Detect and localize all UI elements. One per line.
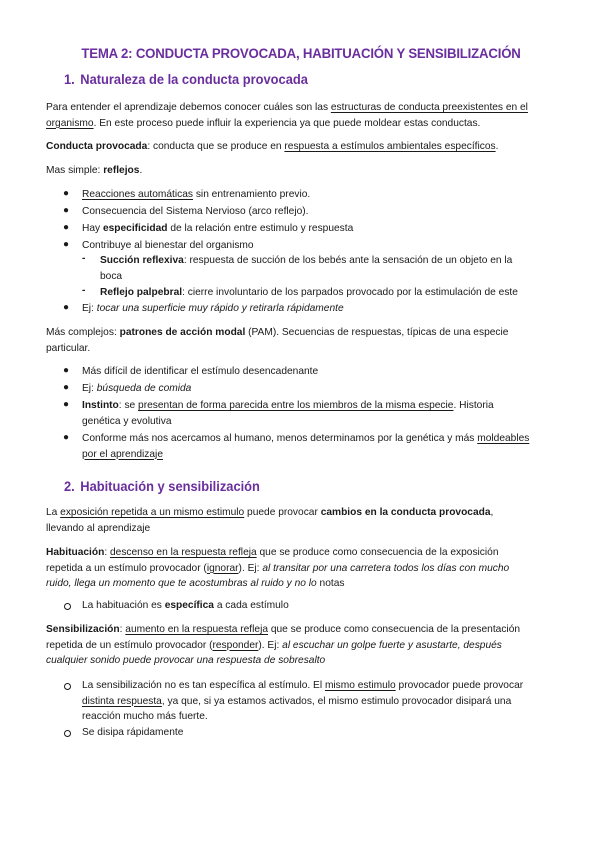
s1-text-2: boca bbox=[100, 270, 123, 282]
si1-d: reacción mucho más fuerte. bbox=[82, 711, 208, 722]
simple-text: Mas simple: bbox=[46, 165, 104, 176]
sen-d: ). Ej: bbox=[258, 639, 283, 651]
hab-label: Habituación bbox=[46, 547, 105, 558]
si1-a: La sensibilización no es tan específica al estímulo. El bbox=[82, 680, 325, 691]
s1-label: Succión reflexiva bbox=[100, 255, 184, 266]
bullet-dot: ● bbox=[63, 222, 70, 233]
hab-item-c: a cada estímulo bbox=[213, 600, 289, 611]
sen-c: repetida de un estímulo provocador ( bbox=[46, 639, 213, 651]
hab-b: que se produce como consecuencia de la exposición bbox=[256, 547, 499, 558]
s2-intro-underline: exposición repetida a un mismo estimulo bbox=[60, 507, 245, 518]
sub-item-palpebral bbox=[100, 285, 570, 301]
cp-text-b: . bbox=[495, 141, 499, 152]
s2-intro-d: , bbox=[490, 507, 494, 518]
bullet-dot: ● bbox=[63, 205, 70, 216]
r5-italic: tocar una superficie muy rápido y retirarla rápidamente bbox=[96, 303, 344, 314]
p3-text-b: : se bbox=[118, 400, 139, 411]
habituacion-definition bbox=[46, 545, 558, 592]
s2-intro-b: puede provocar bbox=[244, 507, 321, 518]
sen-italic-2: cualquier sonido puede provocar una respuesta de sobresalto bbox=[46, 655, 326, 666]
list-item-reflejo-1 bbox=[82, 187, 552, 203]
r3-text-c: de la relación entre estimulo y respuesta bbox=[167, 223, 354, 234]
bullet-circle bbox=[64, 730, 71, 737]
p3-underline: presentan de forma parecida entre los miembros de la misma especie bbox=[138, 400, 454, 411]
hab-a: : bbox=[104, 547, 110, 558]
r1-text: sin entrenamiento previo. bbox=[193, 189, 311, 200]
r3-bold: especificidad bbox=[102, 223, 168, 234]
list-item-reflejo-2 bbox=[82, 204, 552, 220]
s2-intro-bold: cambios en la conducta provocada bbox=[320, 507, 491, 518]
r5-text-a: Ej: bbox=[82, 303, 97, 314]
s1-intro-underline-2: organismo bbox=[46, 117, 94, 129]
r4-text: Contribuye al bienestar del organismo bbox=[82, 240, 254, 251]
list-item-reflejo-4 bbox=[82, 238, 552, 254]
sen-a: : bbox=[119, 624, 126, 635]
list-item-reflejo-3 bbox=[82, 221, 552, 237]
complejos-paragraph bbox=[46, 325, 558, 356]
hab-item-a: La habituación es bbox=[82, 600, 165, 611]
r2-text: Consecuencia del Sistema Nervioso (arco reflejo). bbox=[82, 206, 309, 217]
simple-reflejos-line bbox=[46, 163, 558, 179]
section-2-title: Habituación y sensibilización bbox=[80, 478, 260, 494]
cp-text-a: : conducta que se produce en bbox=[147, 141, 285, 152]
bullet-circle bbox=[64, 603, 71, 610]
simple-period: . bbox=[139, 165, 143, 176]
s1-text: : respuesta de succión de los bebés ante la sensación de un objeto en la bbox=[183, 255, 513, 266]
bullet-dot: ● bbox=[63, 432, 70, 443]
page-title: TEMA 2: CONDUCTA PROVOCADA, HABITUACIÓN Y SENSIBILIZACIÓN bbox=[81, 46, 521, 62]
sub-item-succion bbox=[100, 253, 560, 284]
bullet-dot: ● bbox=[63, 188, 70, 199]
hab-italic-1: al transitar por una carretera todos los días con mucho bbox=[262, 562, 510, 574]
list-item-pam-1 bbox=[82, 364, 552, 380]
r3-text-a: Hay bbox=[82, 223, 103, 234]
complex-text-d: particular. bbox=[46, 342, 91, 354]
s1-intro-paragraph bbox=[46, 100, 558, 131]
hab-underline: descenso en la respuesta refleja bbox=[109, 547, 257, 558]
sen-label: Sensibilización bbox=[46, 624, 120, 635]
cp-label: Conducta provocada bbox=[46, 141, 148, 152]
si1-c: , ya que, si ya estamos activados, el mismo estimulo provocador disipará una bbox=[161, 695, 512, 707]
section-2-number: 2. bbox=[64, 478, 75, 494]
hab-e: notas bbox=[316, 578, 345, 589]
section-1-title: Naturaleza de la conducta provocada bbox=[80, 71, 308, 87]
s2-label: Reflejo palpebral bbox=[100, 287, 183, 298]
si1-b: provocador puede provocar bbox=[395, 680, 524, 691]
r1-underline: Reacciones automáticas bbox=[82, 189, 193, 200]
si1-underline-2: distinta respuesta bbox=[82, 695, 162, 707]
list-item-pam-3 bbox=[82, 398, 552, 429]
p3-bold: Instinto bbox=[82, 400, 119, 411]
list-item-pam-4 bbox=[82, 431, 562, 462]
s2-intro-a: La bbox=[46, 507, 61, 518]
list-item-pam-2 bbox=[82, 381, 552, 397]
section-1-heading bbox=[64, 71, 308, 87]
sen-underline: aumento en la respuesta refleja bbox=[125, 624, 268, 635]
sen-italic-1: al escuchar un golpe fuerte y asustarte, después bbox=[282, 639, 502, 651]
sen-underline-2: responder bbox=[212, 639, 259, 651]
hab-underline-2: ignorar bbox=[206, 562, 239, 574]
si2-text: Se disipa rápidamente bbox=[82, 727, 184, 738]
bullet-dot: ● bbox=[63, 239, 70, 250]
p2-italic: búsqueda de comida bbox=[96, 383, 192, 394]
hab-italic-2: ruido, llega un momento que te acostumbras al ruido y no lo bbox=[46, 578, 317, 589]
hab-c: repetida a un estímulo provocador ( bbox=[46, 562, 207, 574]
p4-underline-1: moldeables bbox=[477, 433, 530, 444]
s1-intro-text-b: . En este proceso puede influir la experiencia ya que puede moldear estas conductas. bbox=[93, 117, 481, 129]
section-2-heading bbox=[64, 478, 260, 494]
bullet-dot: ● bbox=[63, 382, 70, 393]
p4-underline-2: por el aprendizaje bbox=[82, 448, 163, 460]
sub-bullet-dash: - bbox=[82, 285, 86, 296]
p1-text: Más difícil de identificar el estímulo desencadenante bbox=[82, 366, 319, 377]
bullet-dot: ● bbox=[63, 365, 70, 376]
p4-text-a: Conforme más nos acercamos al humano, menos determinamos por la genética y más bbox=[82, 433, 478, 444]
bullet-dot: ● bbox=[63, 302, 70, 313]
s2-intro-paragraph bbox=[46, 505, 558, 536]
list-item-sen-1 bbox=[82, 678, 552, 725]
p3-text-d: genética y evolutiva bbox=[82, 415, 172, 427]
sensibilizacion-definition bbox=[46, 622, 558, 669]
sen-b: que se produce como consecuencia de la presentación bbox=[268, 624, 521, 635]
s2-text: : cierre involuntario de los parpados provocado por la estimulación de este bbox=[182, 287, 518, 298]
bullet-circle bbox=[64, 683, 71, 690]
section-1-number: 1. bbox=[64, 71, 75, 87]
complex-bold: patrones de acción modal bbox=[119, 327, 246, 338]
s1-intro-underline-1: estructuras de conducta preexistentes en el bbox=[330, 102, 528, 113]
cp-underline: respuesta a estímulos ambientales específicos bbox=[284, 141, 496, 152]
list-item-hab-1 bbox=[82, 598, 552, 614]
sub-bullet-dash: - bbox=[82, 253, 86, 264]
s1-intro-text-a: Para entender el aprendizaje debemos conocer cuáles son las bbox=[46, 102, 331, 113]
list-item-sen-2 bbox=[82, 725, 552, 741]
bullet-dot: ● bbox=[63, 399, 70, 410]
p3-text-c: . Historia bbox=[453, 400, 494, 411]
complex-text-c: (PAM). Secuencias de respuestas, típicas de una especie bbox=[245, 327, 509, 338]
p2-text-a: Ej: bbox=[82, 383, 97, 394]
list-item-reflejo-5 bbox=[82, 301, 552, 317]
hab-item-bold: específica bbox=[164, 600, 214, 611]
complex-text-a: Más complejos: bbox=[46, 327, 120, 338]
hab-d: ). Ej: bbox=[238, 562, 263, 574]
si1-underline: mismo estimulo bbox=[324, 680, 396, 691]
s2-intro-e: llevando al aprendizaje bbox=[46, 522, 151, 534]
conducta-provocada-definition bbox=[46, 139, 558, 155]
simple-bold: reflejos bbox=[103, 165, 140, 176]
